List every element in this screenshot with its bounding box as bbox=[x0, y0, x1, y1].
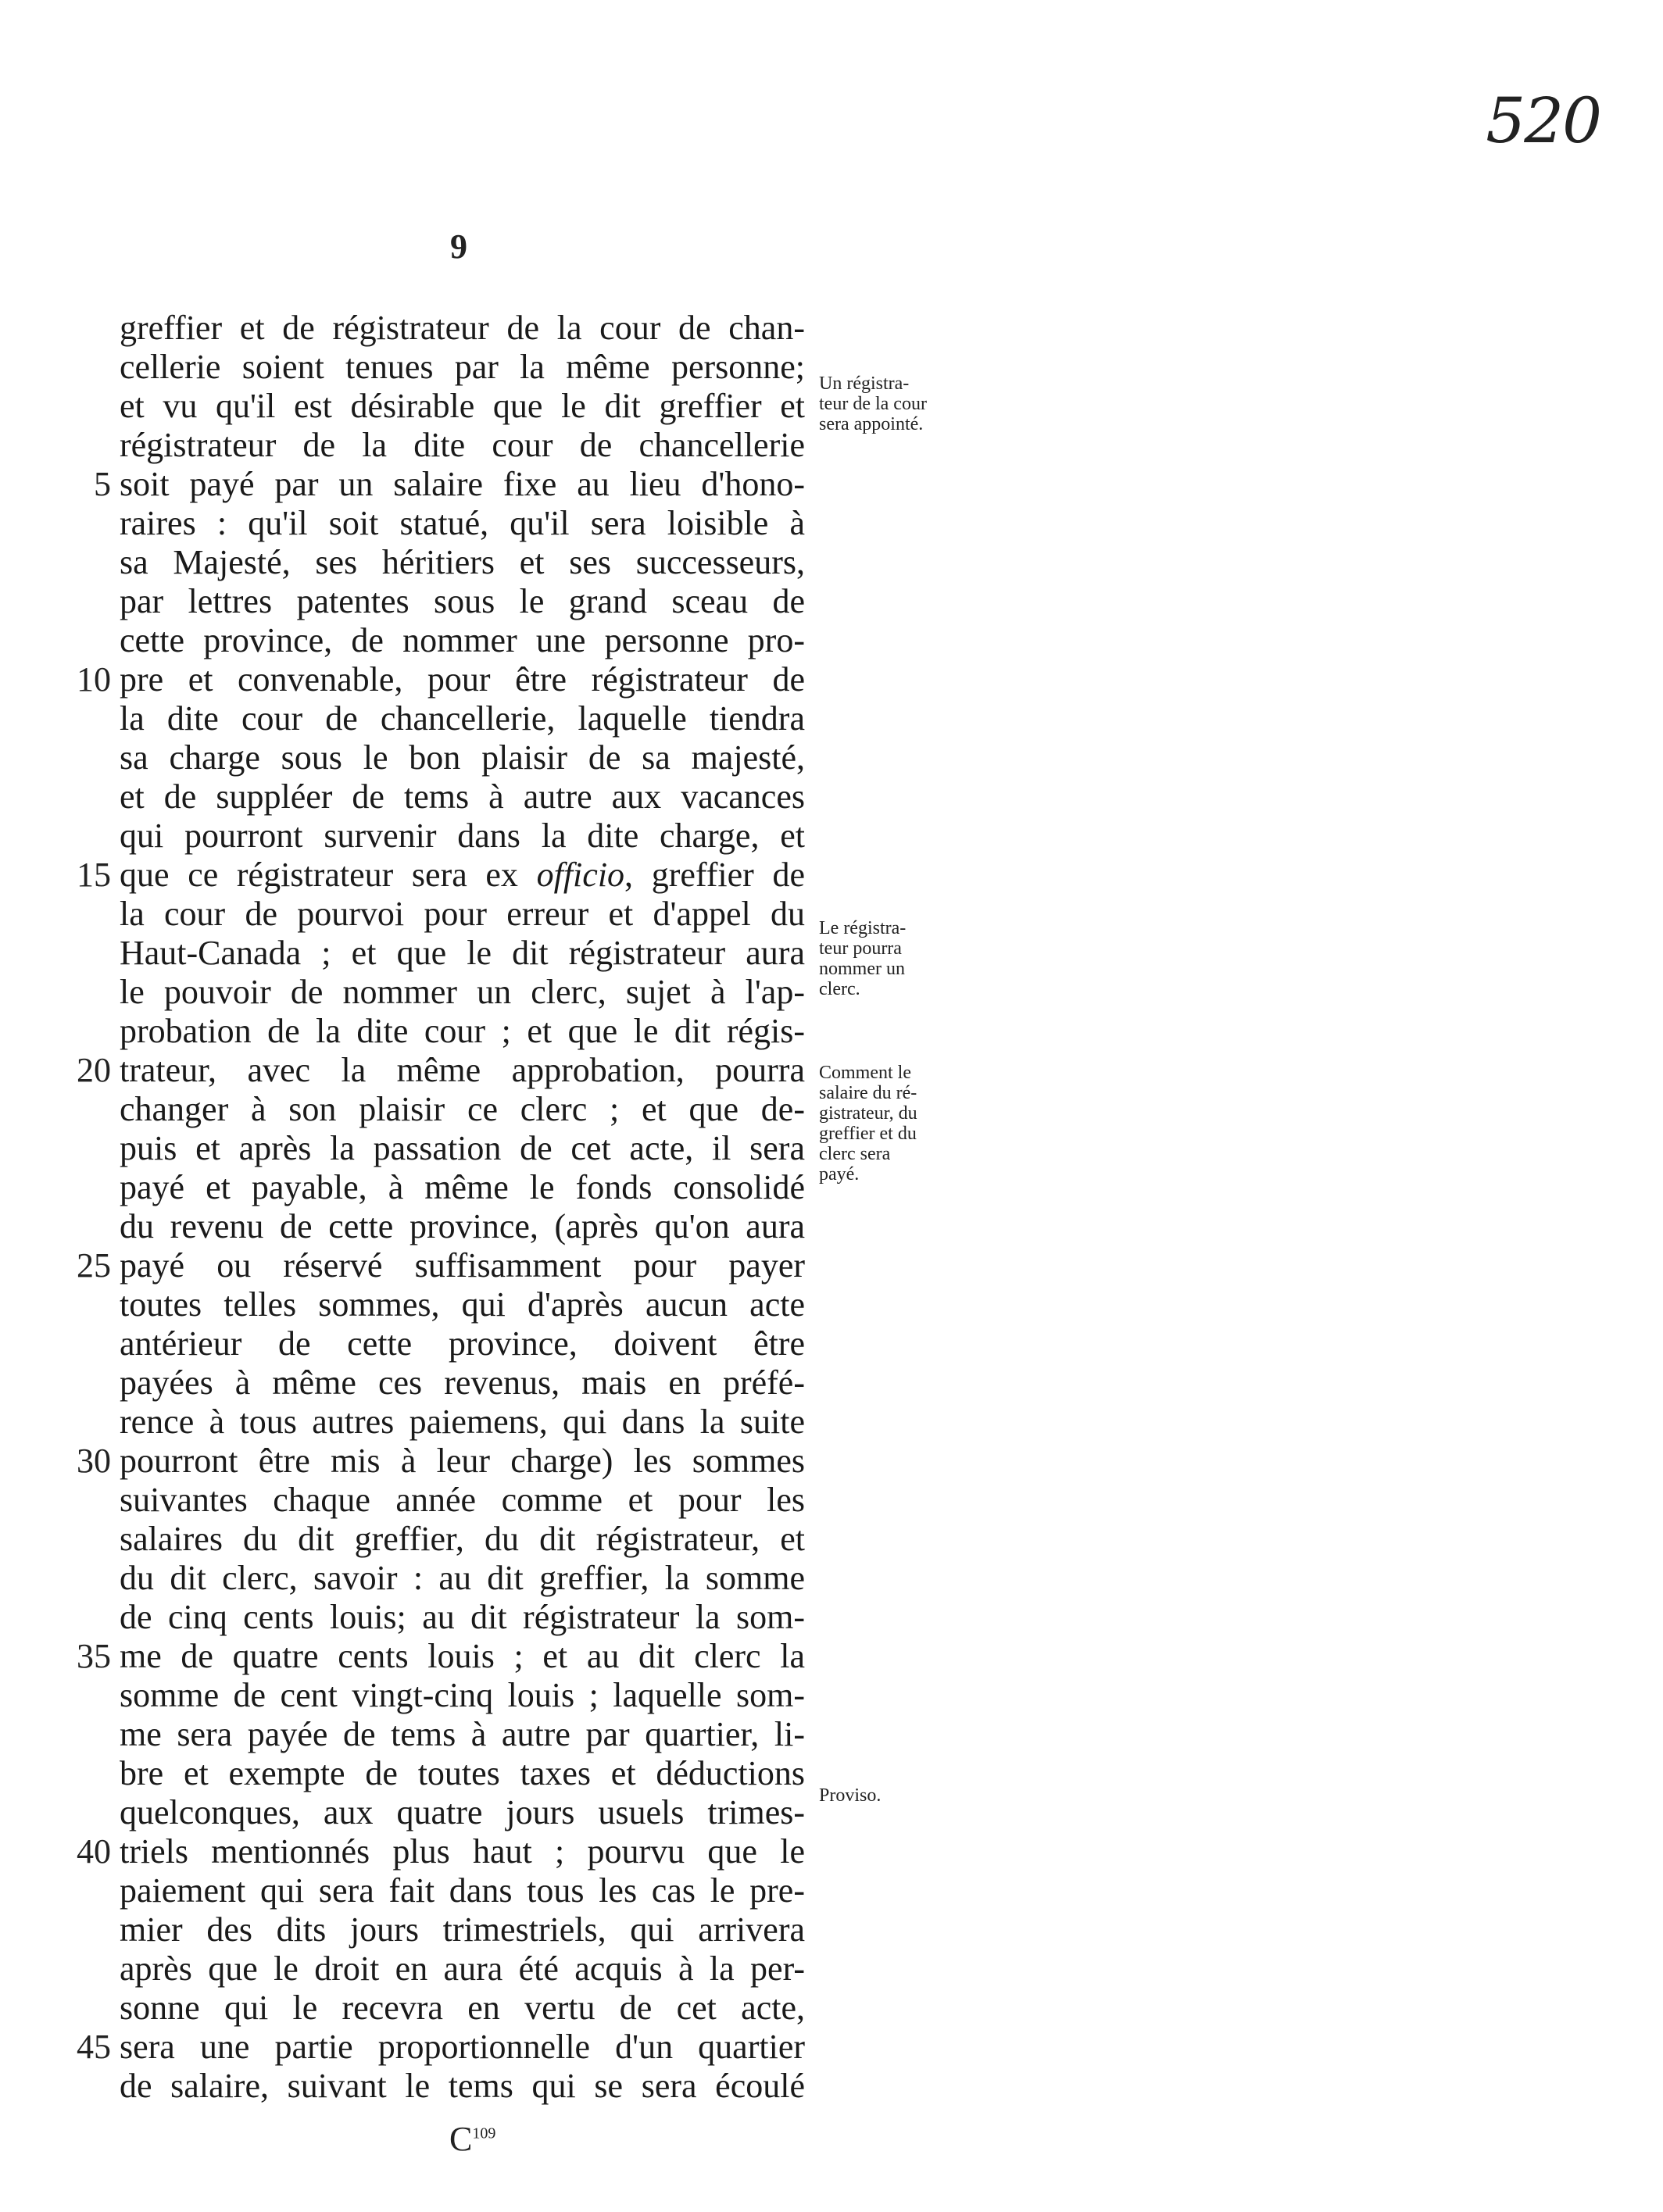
line-text: cette province, de nommer une personne pro- bbox=[120, 621, 805, 659]
line-text: mier des dits jours trimestriels, qui arrivera bbox=[120, 1910, 805, 1949]
text-line bbox=[0, 777, 1663, 817]
line-number: 20 bbox=[77, 1051, 111, 1089]
text-line bbox=[0, 856, 1663, 895]
text-line bbox=[0, 1871, 1663, 1910]
text-line bbox=[0, 1676, 1663, 1715]
line-text: de salaire, suivant le tems qui se sera écoulé bbox=[120, 2067, 805, 2105]
line-text: après que le droit en aura été acquis à la per- bbox=[120, 1949, 805, 1988]
line-text: payé ou réservé suffisamment pour payer bbox=[120, 1246, 805, 1285]
text-line bbox=[0, 1832, 1663, 1871]
line-text: bre et exempte de toutes taxes et déductions bbox=[120, 1754, 805, 1792]
line-number: 15 bbox=[77, 856, 111, 894]
line-text: raires : qu'il soit statué, qu'il sera loisible à bbox=[120, 504, 805, 542]
line-text: payées à même ces revenus, mais en préfé- bbox=[120, 1363, 805, 1402]
text-line bbox=[0, 738, 1663, 777]
line-number: 45 bbox=[77, 2028, 111, 2066]
line-text: la cour de pourvoi pour erreur et d'appel du bbox=[120, 895, 805, 933]
text-line bbox=[0, 1637, 1663, 1676]
main-text bbox=[0, 309, 1663, 2106]
text-line bbox=[0, 582, 1663, 621]
text-line bbox=[0, 621, 1663, 660]
line-text: régistrateur de la dite cour de chancellerie bbox=[120, 426, 805, 464]
text-line bbox=[0, 504, 1663, 543]
margin-note-registrar-clerk: Le régistra- teur pourra nommer un clerc. bbox=[819, 918, 907, 999]
line-text: de cinq cents louis; au dit régistrateur la som- bbox=[120, 1598, 805, 1636]
line-text: pourront être mis à leur charge) les sommes bbox=[120, 1442, 805, 1480]
line-number: 35 bbox=[77, 1637, 111, 1675]
line-number: 40 bbox=[77, 1832, 111, 1871]
line-text: sa Majesté, ses héritiers et ses successeurs, bbox=[120, 543, 805, 581]
text-line bbox=[0, 817, 1663, 856]
line-text: probation de la dite cour ; et que le dit régis- bbox=[120, 1012, 805, 1050]
text-line bbox=[0, 1949, 1663, 1989]
text-line bbox=[0, 309, 1663, 348]
line-text: salaires du dit greffier, du dit régistrateur, et bbox=[120, 1520, 805, 1558]
margin-note-registrar-appointed: Un régistra- teur de la cour sera appointé. bbox=[819, 373, 927, 434]
text-line bbox=[0, 1403, 1663, 1442]
margin-note-salary-payment: Comment le salaire du ré- gistrateur, du greffier et du clerc sera payé. bbox=[819, 1063, 917, 1185]
text-line bbox=[0, 1989, 1663, 2028]
line-number: 30 bbox=[77, 1442, 111, 1480]
line-text: me de quatre cents louis ; et au dit clerc la bbox=[120, 1637, 805, 1675]
line-text: du revenu de cette province, (après qu'on aura bbox=[120, 1207, 805, 1245]
line-text: et vu qu'il est désirable que le dit greffier et bbox=[120, 387, 805, 425]
text-line bbox=[0, 660, 1663, 699]
text-line bbox=[0, 1246, 1663, 1285]
line-text: triels mentionnés plus haut ; pourvu que le bbox=[120, 1832, 805, 1871]
line-number: 10 bbox=[77, 660, 111, 699]
line-text: soit payé par un salaire fixe au lieu d'hono- bbox=[120, 465, 805, 503]
line-text: me sera payée de tems à autre par quartier, li- bbox=[120, 1715, 805, 1753]
text-line bbox=[0, 1715, 1663, 1754]
line-text: somme de cent vingt-cinq louis ; laquelle som- bbox=[120, 1676, 805, 1714]
folio-number: 520 bbox=[1486, 84, 1600, 157]
text-line bbox=[0, 1442, 1663, 1481]
line-text: par lettres patentes sous le grand sceau de bbox=[120, 582, 805, 620]
text-line bbox=[0, 1012, 1663, 1051]
line-text: sa charge sous le bon plaisir de sa majesté, bbox=[120, 738, 805, 777]
line-text: cellerie soient tenues par la même personne; bbox=[120, 348, 805, 386]
line-text: qui pourront survenir dans la dite charge, et bbox=[120, 817, 805, 855]
text-line bbox=[0, 1481, 1663, 1520]
text-line bbox=[0, 699, 1663, 738]
text-line bbox=[0, 1520, 1663, 1559]
line-text: toutes telles sommes, qui d'après aucun acte bbox=[120, 1285, 805, 1324]
text-line bbox=[0, 1598, 1663, 1637]
line-text: puis et après la passation de cet acte, il sera bbox=[120, 1129, 805, 1167]
line-text: Haut-Canada ; et que le dit régistrateur aura bbox=[120, 934, 805, 972]
text-line bbox=[0, 2067, 1663, 2106]
text-line bbox=[0, 1207, 1663, 1246]
line-text: trateur, avec la même approbation, pourra bbox=[120, 1051, 805, 1089]
line-text: antérieur de cette province, doivent être bbox=[120, 1324, 805, 1363]
page-number: 9 bbox=[450, 227, 467, 266]
line-text: greffier et de régistrateur de la cour de chan- bbox=[120, 309, 805, 347]
line-number: 25 bbox=[77, 1246, 111, 1285]
line-text: rence à tous autres paiemens, qui dans la suite bbox=[120, 1403, 805, 1441]
text-line bbox=[0, 1363, 1663, 1403]
text-line bbox=[0, 465, 1663, 504]
line-text: sera une partie proportionnelle d'un quartier bbox=[120, 2028, 805, 2066]
line-text: et de suppléer de tems à autre aux vacances bbox=[120, 777, 805, 816]
line-text: que ce régistrateur sera ex officio, greffier de bbox=[120, 856, 805, 894]
text-line bbox=[0, 1285, 1663, 1324]
line-text: changer à son plaisir ce clerc ; et que de- bbox=[120, 1090, 805, 1128]
margin-note-proviso: Proviso. bbox=[819, 1785, 882, 1806]
line-number: 5 bbox=[94, 465, 111, 503]
line-text: pre et convenable, pour être régistrateur de bbox=[120, 660, 805, 699]
line-text: quelconques, aux quatre jours usuels trimes- bbox=[120, 1793, 805, 1831]
line-text: la dite cour de chancellerie, laquelle tiendra bbox=[120, 699, 805, 738]
line-text: payé et payable, à même le fonds consolidé bbox=[120, 1168, 805, 1206]
text-line bbox=[0, 1910, 1663, 1949]
text-line bbox=[0, 2028, 1663, 2067]
line-text: suivantes chaque année comme et pour les bbox=[120, 1481, 805, 1519]
line-text: paiement qui sera fait dans tous les cas le pre- bbox=[120, 1871, 805, 1910]
line-text: le pouvoir de nommer un clerc, sujet à l'ap- bbox=[120, 973, 805, 1011]
text-line bbox=[0, 1324, 1663, 1363]
line-text: sonne qui le recevra en vertu de cet acte, bbox=[120, 1989, 805, 2027]
text-line bbox=[0, 543, 1663, 582]
line-text: du dit clerc, savoir : au dit greffier, la somme bbox=[120, 1559, 805, 1597]
printer-signature-mark: $C^{109}$ bbox=[449, 2120, 496, 2158]
text-line bbox=[0, 1559, 1663, 1598]
